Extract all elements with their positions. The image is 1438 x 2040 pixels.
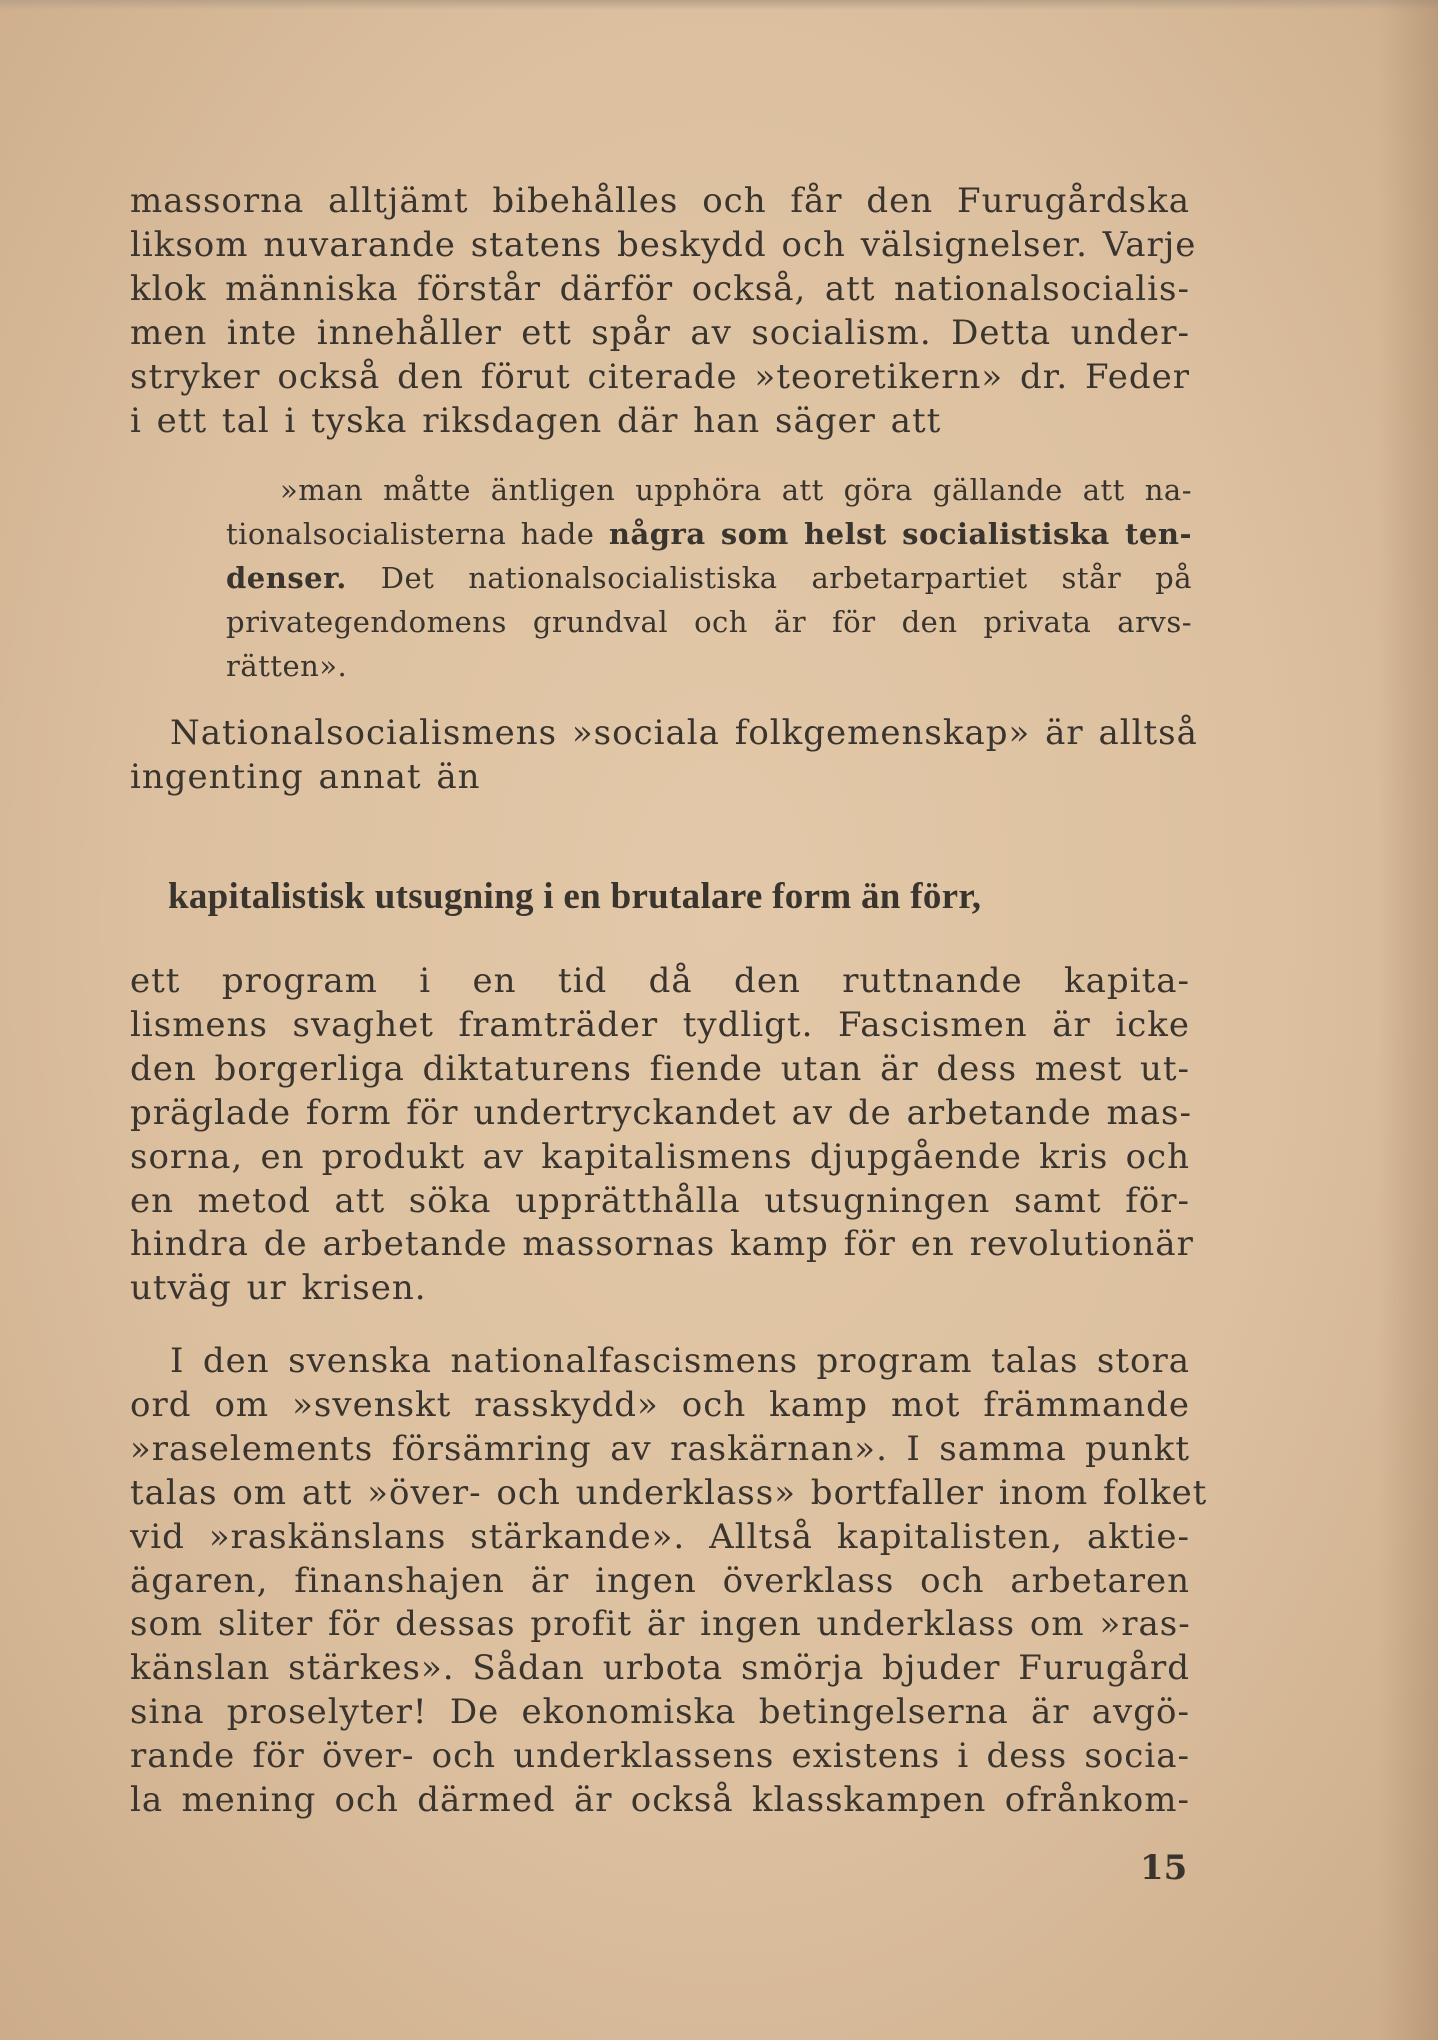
text-line: sorna, en produkt av kapitalismens djupgående kris och: [130, 1136, 1190, 1177]
text-line: ägaren, finanshajen är ingen överklass och arbetaren: [130, 1560, 1190, 1601]
text-line: den borgerliga diktaturens fiende utan är dess mest ut-: [130, 1048, 1190, 1089]
text-line: massorna alltjämt bibehålles och får den Furugårdska: [130, 181, 1190, 221]
text-line: sina proselyter! De ekonomiska betingelserna är avgö-: [130, 1692, 1190, 1733]
text-line: rande för över- och underklassens existens i dess socia-: [130, 1736, 1190, 1777]
quote-line: [226, 468, 1192, 512]
quote-line: [226, 644, 1192, 688]
text-line: men inte innehåller ett spår av socialism. Detta under-: [130, 312, 1190, 353]
paragraph-2: [130, 712, 1198, 800]
paragraph-4: [130, 1340, 1208, 1823]
quote-line: [226, 512, 1192, 556]
quote-text: rätten».: [226, 649, 348, 683]
text-line: ingenting annat än: [130, 756, 481, 797]
text-line: lismens svaghet framträder tydligt. Fascismen är icke: [130, 1004, 1190, 1045]
quote-line: [226, 556, 1192, 600]
quote-text: tionalsocialisterna hade: [226, 517, 609, 551]
text-line: ord om »svenskt rasskydd» och kamp mot främmande: [130, 1384, 1190, 1425]
quote-text: »man måtte äntligen upphöra att göra gällande att na-: [280, 473, 1192, 507]
quote-emphasis: denser.: [226, 561, 347, 595]
text-line: utväg ur krisen.: [130, 1268, 427, 1309]
quote-emphasis: några som helst socialistiska ten-: [608, 517, 1192, 551]
quote-text: Det nationalsocialistiska arbetarpartiet står på: [346, 561, 1192, 595]
text-line: talas om att »över- och underklass» bortfaller inom folket: [130, 1472, 1208, 1513]
text-line: som sliter för dessas profit är ingen underklass om »ras-: [130, 1604, 1191, 1645]
text-line: klok människa förstår därför också, att nationalsocialis-: [130, 268, 1190, 309]
text-line: Nationalsocialismens »sociala folkgemenskap» är alltså: [170, 713, 1198, 753]
block-quote: [226, 468, 1192, 688]
text-line: »raselements försämring av raskärnan». I samma punkt: [130, 1428, 1190, 1469]
page-edge: [0, 0, 1438, 10]
page-number: 15: [1140, 1848, 1188, 1888]
text-line: la mening och därmed är också klasskampen ofrånkom-: [130, 1780, 1190, 1821]
text-line: liksom nuvarande statens beskydd och välsignelser. Varje: [130, 224, 1197, 265]
text-line: hindra de arbetande massornas kamp för en revolutionär: [130, 1224, 1194, 1265]
text-line: stryker också den förut citerade »teoretikern» dr. Feder: [130, 356, 1190, 397]
text-line: en metod att söka upprätthålla utsugningen samt för-: [130, 1180, 1190, 1221]
text-line: präglade form för undertryckandet av de arbetande mas-: [130, 1092, 1192, 1133]
quote-text: privategendomens grundval och är för den privata arvs-: [226, 605, 1192, 639]
text-line: ett program i en tid då den ruttnande kapita-: [130, 961, 1190, 1001]
text-line: i ett tal i tyska riksdagen där han säger att: [130, 400, 942, 441]
paragraph-1: [130, 180, 1197, 443]
page-shadow: [1378, 0, 1438, 2040]
quote-line: [226, 600, 1192, 644]
paragraph-3: [130, 960, 1194, 1311]
text-line: vid »raskänslans stärkande». Alltså kapitalisten, aktie-: [130, 1516, 1190, 1557]
section-heading: kapitalistisk utsugning i en brutalare form än förr,: [168, 876, 982, 917]
text-line: I den svenska nationalfascismens program talas stora: [170, 1341, 1190, 1381]
text-line: känslan stärkes». Sådan urbota smörja bjuder Furugård: [130, 1648, 1190, 1689]
